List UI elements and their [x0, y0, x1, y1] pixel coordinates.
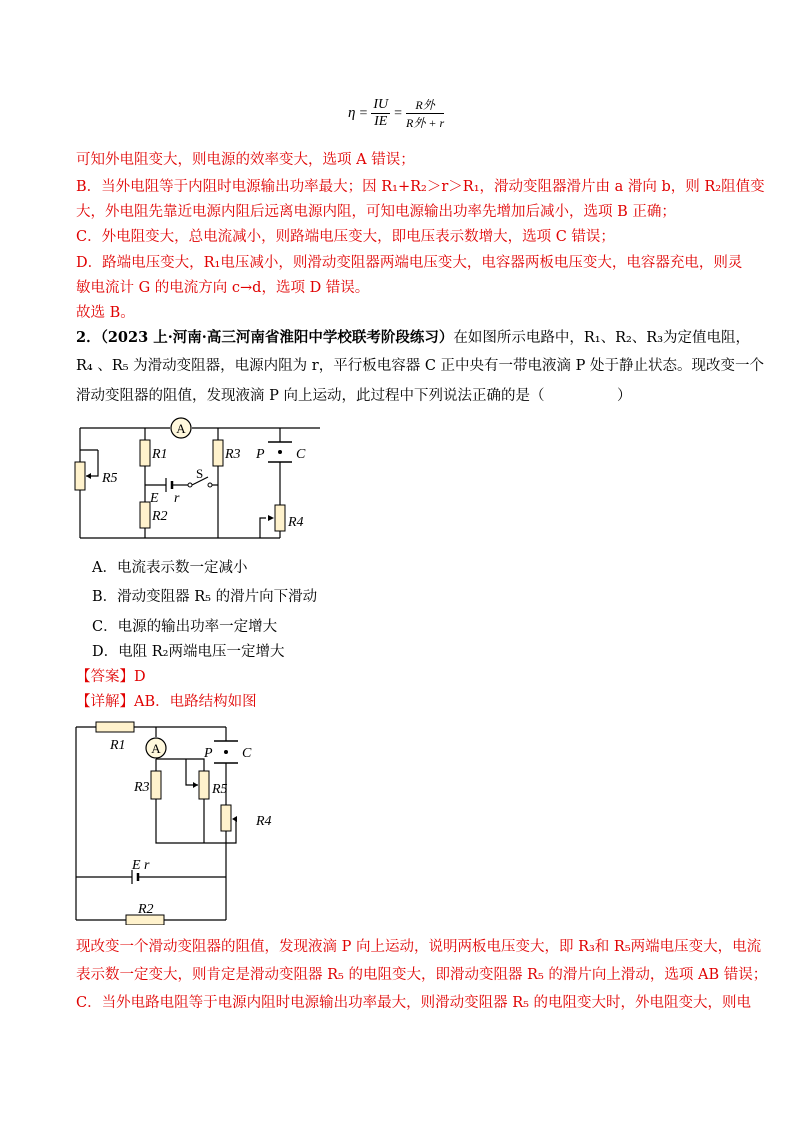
- rheostat-r4: [275, 505, 285, 531]
- label-r3: R3: [134, 780, 150, 795]
- solution-line: B．当外电阻等于内阻时电源输出功率最大；因 R₁+R₂＞r＞R₁，滑动变阻器滑片由 a 滑向 b，则 R₂阻值变: [76, 179, 765, 195]
- question-header: [76, 328, 750, 348]
- label-r2: R2: [138, 902, 154, 917]
- answer-value: D: [134, 669, 146, 685]
- option-b: B．滑动变阻器 R₅ 的滑片向下滑动: [92, 589, 318, 605]
- detail-line: 表示数一定变大，则肯定是滑动变阻器 R₅ 的电阻变大，即滑动变阻器 R₅ 的滑片向上滑动，选项 AB 错误；: [76, 967, 768, 983]
- question-stem: 滑动变阻器的阻值，发现液滴 P 向上运动，此过程中下列说法正确的是（ ）: [76, 388, 632, 404]
- detail-line: C．当外电路电阻等于电源内阻时电源输出功率最大，则滑动变阻器 R₅ 的电阻变大时，外电阻变大，则电: [76, 995, 752, 1011]
- label-r5: R5: [102, 471, 118, 486]
- label-r1: R1: [152, 447, 168, 462]
- fraction-resistance: [406, 96, 444, 131]
- label-r: r: [174, 491, 180, 506]
- ammeter-label: A: [151, 741, 161, 756]
- label-r3: R3: [225, 447, 241, 462]
- question-number: 2．: [76, 329, 101, 346]
- label-c: C: [242, 746, 252, 761]
- ammeter-label: A: [176, 421, 186, 436]
- eta-symbol: η: [348, 105, 356, 122]
- label-c: C: [296, 447, 306, 462]
- option-d: D．电阻 R₂两端电压一定增大: [92, 644, 285, 660]
- circuit-diagram-question: [70, 410, 330, 550]
- fraction-denominator: IE: [374, 114, 388, 129]
- label-switch: S: [196, 466, 204, 481]
- detail-text: AB．电路结构如图: [134, 694, 257, 710]
- solution-line: 敏电流计 G 的电流方向 c→d，选项 D 错误。: [76, 280, 370, 296]
- answer-label: 【答案】: [76, 669, 134, 685]
- label-r4: R4: [256, 814, 272, 829]
- rheostat-r5: [75, 462, 85, 490]
- option-a: A．电流表示数一定减小: [92, 560, 248, 576]
- fraction-numerator: IU: [373, 97, 389, 112]
- solution-line: 可知外电阻变大，则电源的效率变大，选项 A 错误；: [76, 152, 415, 168]
- resistor-r1: [140, 440, 150, 466]
- answer-line: [76, 667, 146, 687]
- efficiency-formula: [348, 96, 468, 138]
- solution-line: 故选 B。: [76, 305, 135, 321]
- label-r4: R4: [288, 515, 304, 530]
- equals-sign: =: [394, 106, 403, 122]
- detail-label: 【详解】: [76, 694, 134, 710]
- label-r2: R2: [152, 509, 168, 524]
- resistor-r1: [96, 722, 134, 732]
- solution-line: 大，外电阻先靠近电源内阻后远离电源内阻，可知电源输出功率先增加后减小，选项 B 正确；: [76, 204, 676, 220]
- question-source: （2023 上·河南·高三河南省淮阳中学校联考阶段练习）: [100, 329, 454, 346]
- label-r1: R1: [110, 738, 126, 753]
- resistor-r3: [213, 440, 223, 466]
- detail-header: [76, 692, 257, 712]
- label-r5: R5: [212, 782, 228, 797]
- fraction-numerator: R外: [406, 96, 444, 114]
- label-e: E: [150, 491, 159, 506]
- label-e: E: [132, 858, 141, 873]
- resistor-r3: [151, 771, 161, 799]
- question-stem: 在如图所示电路中，R₁、R₂、R₃为定值电阻，: [453, 330, 751, 346]
- label-r: r: [144, 858, 150, 873]
- option-c: C．电源的输出功率一定增大: [92, 619, 278, 635]
- label-p: P: [256, 447, 265, 462]
- solution-line: D．路端电压变大，R₁电压减小，则滑动变阻器两端电压变大，电容器两板电压变大，电容器充电，则灵: [76, 255, 743, 271]
- detail-line: 现改变一个滑动变阻器的阻值，发现液滴 P 向上运动，说明两板电压变大，即 R₃和 R₅两端电压变大，电流: [76, 939, 762, 955]
- rheostat-r4: [221, 805, 231, 831]
- fraction-iu-ie: [371, 97, 390, 130]
- circuit-diagram-answer: [66, 715, 286, 925]
- rheostat-r5: [199, 771, 209, 799]
- fraction-denominator: R外 + r: [406, 116, 445, 130]
- question-stem: R₄ 、R₅ 为滑动变阻器，电源内阻为 r，平行板电容器 C 正中央有一带电液滴 P 处于静止状态。现改变一个: [76, 358, 765, 374]
- resistor-r2: [140, 502, 150, 528]
- solution-line: C．外电阻变大，总电流减小，则路端电压变大，即电压表示数增大，选项 C 错误；: [76, 229, 615, 245]
- equals-sign: =: [359, 106, 368, 122]
- label-p: P: [204, 746, 213, 761]
